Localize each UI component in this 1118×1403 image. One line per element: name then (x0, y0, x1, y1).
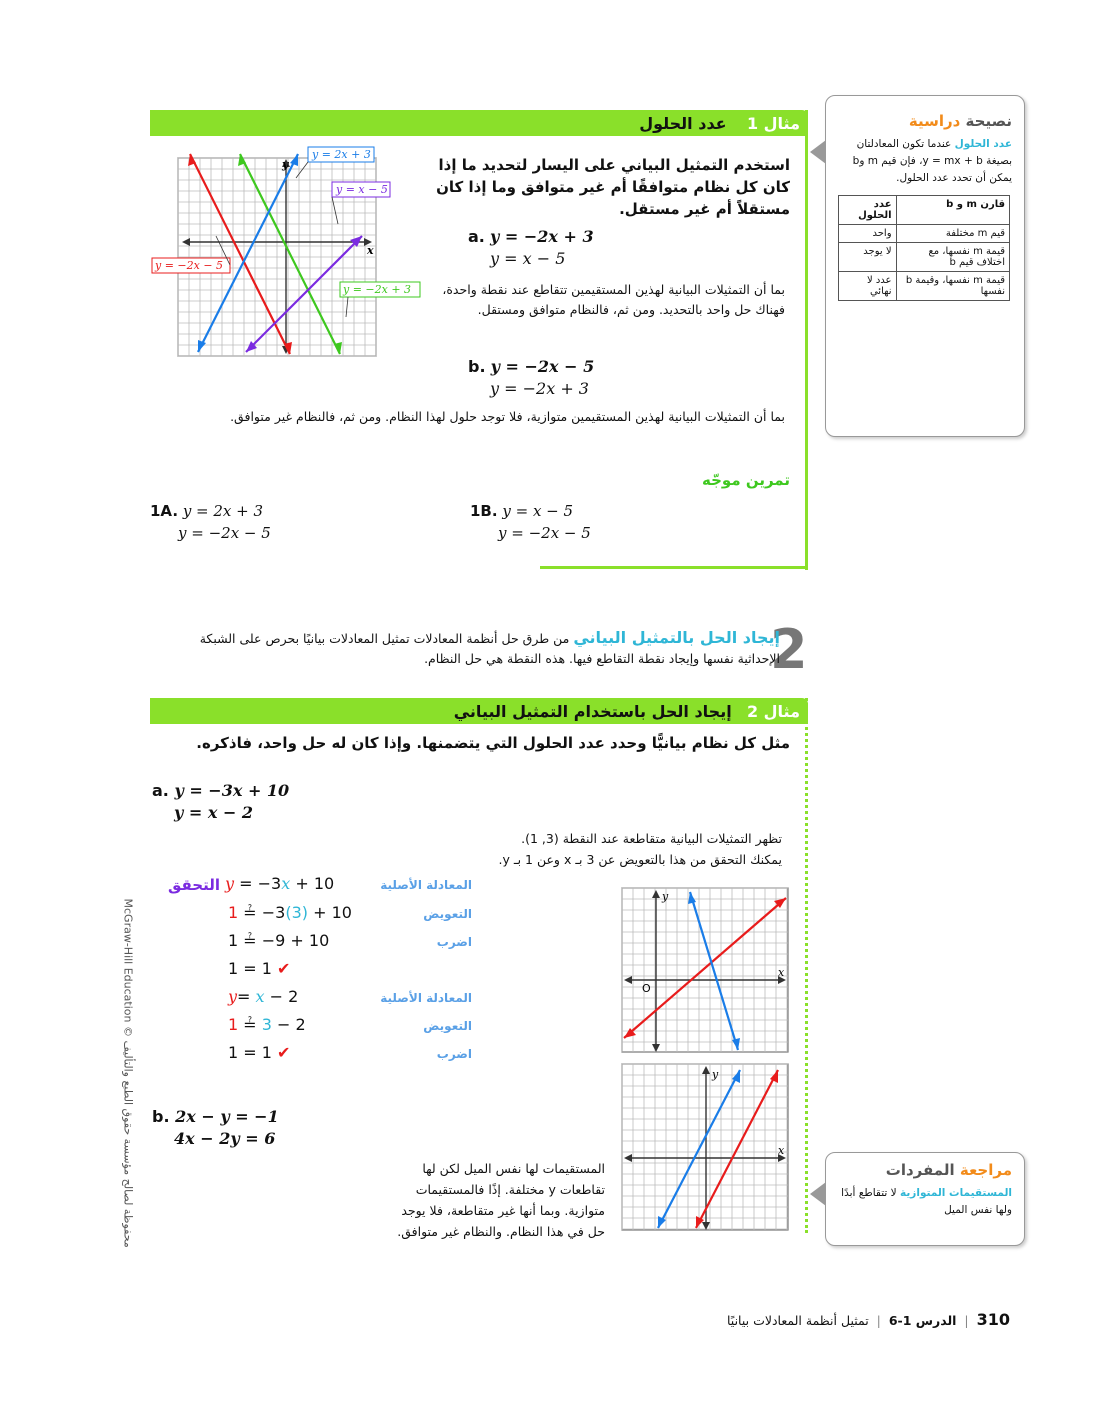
step3-label: اضرب (436, 935, 472, 949)
example1-header (400, 114, 800, 133)
example2-part-b (152, 1106, 279, 1150)
study-tip-title (836, 112, 1012, 130)
ex2-part-b-label: b. (152, 1107, 170, 1126)
study-tip-pointer (810, 140, 826, 164)
ex2-part-a-label: a. (152, 781, 169, 800)
check-steps (150, 874, 480, 1074)
example2-instruction: مثل كل نظام بيانيًّا وحدد عدد الحلول التي يتضمنها. وإذا كان له حل واحد، فاذكره. (196, 734, 790, 752)
graph1-y-label: y (282, 158, 289, 171)
vocab-pointer (810, 1182, 826, 1206)
example1-part-a (468, 226, 594, 270)
study-tip-title-a: نصيحة (965, 112, 1012, 130)
part-a-eq2: y = x − 5 (490, 249, 566, 268)
section2-body: من طرق حل أنظمة المعادلات تمثيل المعادلات بيانيًا بحرص على الشبكة الإحداثية نفسها وإيجاد نقطة التقاطع فيها. هذه النقطة هي حل النظام. (199, 631, 780, 666)
footer-page-number: 310 (976, 1310, 1010, 1329)
step2-label: التعويض (423, 907, 472, 921)
example2-frame (805, 698, 808, 1233)
study-tip-text: عندما تكون المعادلتان بصيغة y = mx + b، فإن قيم m وb يمكن أن تحدد عدد الحلول. (852, 138, 1012, 184)
graph1-label-l2: y = x − 5 (336, 183, 388, 196)
tip-head-compare: قارن m و b (896, 196, 1009, 225)
practice-1b (470, 500, 591, 544)
example2-part-a (152, 780, 289, 824)
guided-practice-label: تمرين موجّه (702, 471, 790, 489)
practice-1a-eq1: y = 2x + 3 (182, 502, 264, 520)
step7-expr: 1 = 1 ✔ (228, 1043, 291, 1062)
study-tip-term: عدد الحلول (954, 138, 1012, 150)
tip-row2-compare: قيمة m نفسها، مع اختلاف قيم b (896, 243, 1009, 272)
ex2-part-b-eq1: 2x − y = −1 (175, 1107, 279, 1126)
graph2a-origin: O (642, 982, 651, 995)
example2-graph-b (620, 1062, 792, 1234)
example1-a-text: بما أن التمثيلات البيانية لهذين المستقيمين تتقاطع عند نقطة واحدة، فهناك حل واحد بالتحديد. ومن ثم، فالنظام متوافق ومستقل. (442, 282, 785, 317)
check-label: التحقق (167, 876, 220, 894)
part-b-eq1: y = −2x − 5 (490, 357, 595, 376)
example1-part-b (468, 356, 594, 400)
example2-graph-a (620, 886, 792, 1056)
step1-label: المعادلة الأصلية (380, 878, 472, 892)
example1-label: مثال 1 (746, 114, 800, 133)
example2-header (300, 702, 800, 721)
example2-label: مثال 2 (746, 702, 800, 721)
example2-b-text: المستقيمات لها نفس الميل لكن لها تقاطعات y مختلفة. إذًا فالمستقيمات متوازية. وبما أنها غير متقاطعة، فلا يوجد حل في هذا النظام. والنظام غير متوافق. (397, 1161, 605, 1239)
footer-lesson: الدرس 1-6 (888, 1313, 957, 1328)
example1-instruction: استخدم التمثيل البياني على اليسار لتحديد ما إذا كان كل نظام متوافقًا أم غير متوافق وما إذا كان مستقلاً أم غير مستقل. (436, 156, 790, 218)
example1-b-text: بما أن التمثيلات البيانية لهذين المستقيمين متوازية، فلا توجد حلول لهذا النظام. ومن ثم، فالنظام غير متوافق. (230, 409, 785, 424)
part-a-eq1: y = −2x + 3 (489, 227, 594, 246)
footer: 310 | الدرس 1-6 | تمثيل أنظمة المعادلات بيانيًا (727, 1310, 1010, 1329)
part-b-label: b. (468, 357, 486, 376)
vocab-review-box (825, 1152, 1025, 1246)
study-tip-box (825, 95, 1025, 437)
step2-expr: 1 ≟ −3(3) + 10 (228, 903, 352, 922)
footer-title: تمثيل أنظمة المعادلات بيانيًا (727, 1313, 869, 1328)
section2-title: إيجاد الحل بالتمثيل البياني (573, 628, 780, 647)
tip-row3-compare: قيمة m نفسها، وقيمة b نفسها (896, 272, 1009, 301)
study-tip-body (836, 136, 1012, 187)
example1-frame-bottom (540, 566, 808, 569)
example2-title: إيجاد الحل باستخدام التمثيل البياني (453, 702, 732, 721)
example1-graph (150, 142, 425, 364)
graph1-x-label: x (367, 244, 374, 257)
example2-a-text (380, 828, 782, 870)
ex2-part-b-eq2: 4x − 2y = 6 (174, 1129, 276, 1148)
graph2b-x-label: x (778, 1144, 785, 1157)
graph2b-y-label: y (712, 1068, 719, 1081)
section2-text (160, 628, 780, 669)
example1-frame (805, 110, 808, 570)
vocab-text: لا تتقاطع أبدًا ولها نفس الميل (841, 1187, 1012, 1216)
graph2a-y-label: y (662, 890, 669, 903)
tip-row2-count: لا يوجد (839, 243, 897, 272)
graph1-label-l3: y = −2x − 5 (155, 259, 224, 272)
example1-title: عدد الحلول (639, 114, 727, 133)
practice-1a-eq2: y = −2x − 5 (178, 524, 271, 542)
vocab-term: المستقيمات المتوازية (900, 1187, 1012, 1199)
step5-expr: y= x − 2 (228, 987, 299, 1006)
vocab-title-b: المفردات (885, 1161, 955, 1179)
practice-1a-label: 1A. (150, 502, 179, 520)
practice-1b-label: 1B. (470, 502, 498, 520)
tip-row1-count: واحد (839, 225, 897, 243)
tip-row1-compare: قيم m مختلفة (896, 225, 1009, 243)
step1-expr: y = −3x + 10 (225, 874, 335, 893)
section2-number: 2 (770, 618, 808, 681)
tip-head-count: عدد الحلول (839, 196, 897, 225)
part-a-label: a. (468, 227, 485, 246)
vocab-title (836, 1161, 1012, 1179)
copyright-side-text: McGraw-Hill Education © محفوظة لصالح مؤسسة حقوق الطبع والتأليف (121, 898, 135, 1248)
graph2a-x-label: x (778, 966, 785, 979)
part-b-eq2: y = −2x + 3 (490, 379, 589, 398)
study-tip-table (838, 195, 1010, 301)
step3-expr: 1 ≟ −9 + 10 (228, 931, 330, 950)
ex2-a-text2: يمكنك التحقق من هذا بالتعويض عن 3 بـ x وعن 1 بـ y. (498, 852, 782, 867)
step6-label: التعويض (423, 1019, 472, 1033)
practice-1b-eq2: y = −2x − 5 (498, 524, 591, 542)
step6-expr: 1 ≟ 3 − 2 (228, 1015, 306, 1034)
tip-row3-count: عدد لا نهائي (839, 272, 897, 301)
practice-1a (150, 500, 271, 544)
ex2-a-text1: تظهر التمثيلات البيانية متقاطعة عند النقطة (3, 1). (521, 831, 782, 846)
study-tip-title-b: دراسية (908, 112, 961, 130)
vocab-title-a: مراجعة (959, 1161, 1012, 1179)
graph1-label-l4: y = −2x + 3 (343, 283, 412, 296)
step5-label: المعادلة الأصلية (380, 991, 472, 1005)
step7-label: اضرب (436, 1047, 472, 1061)
ex2-part-a-eq1: y = −3x + 10 (174, 781, 290, 800)
step4-expr: 1 = 1 ✔ (228, 959, 291, 978)
ex2-part-a-eq2: y = x − 2 (174, 803, 254, 822)
graph1-label-l1: y = 2x + 3 (312, 148, 371, 161)
practice-1b-eq1: y = x − 5 (502, 502, 574, 520)
vocab-body (836, 1185, 1012, 1219)
